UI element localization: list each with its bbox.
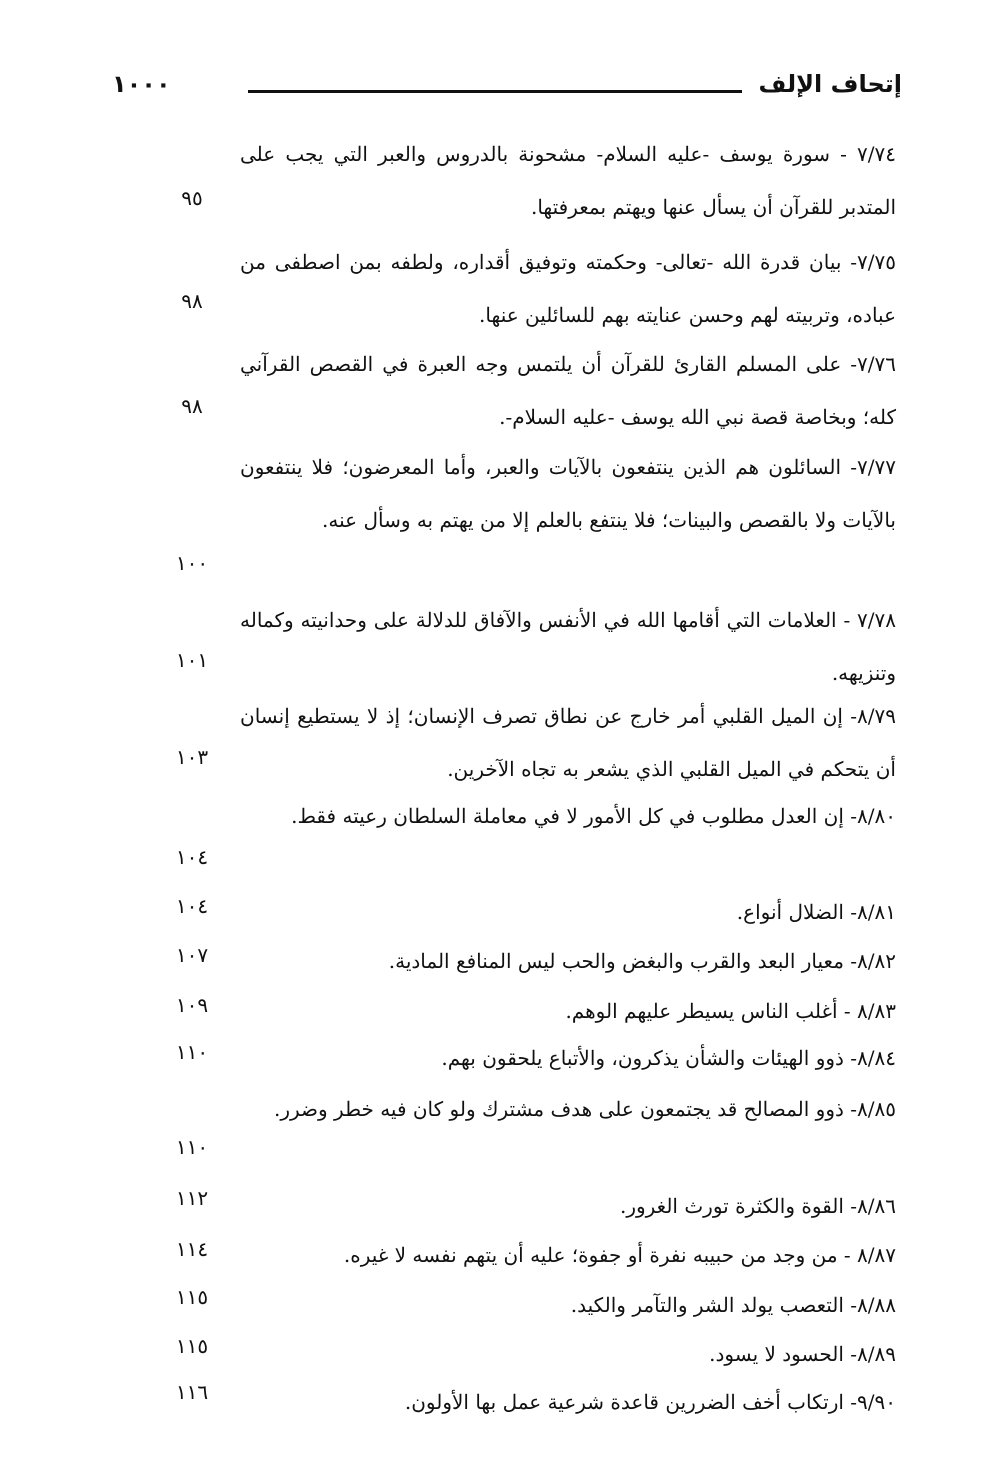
entry-page-number: ١١٠ [175,1040,209,1064]
entry-text: ٨/٨٨- التعصب يولد الشر والتآمر والكيد. [570,1293,896,1317]
entry-text: ٧/٧٥- بيان قدرة الله -تعالى- وحكمته وتوفيق أقداره، ولطفه بمن اصطفى من عباده، وتربيته لهم وحسن عنايته بهم للسائلين عنها. [240,250,896,327]
entry-page-number: ١٠٣ [175,745,209,769]
entry-text: ٧/٧٨ - العلامات التي أقامها الله في الأنفس والآفاق للدلالة على وحدانيته وكماله وتنزيهه. [240,608,896,685]
entry-text: ٧/٧٦- على المسلم القارئ للقرآن أن يلتمس وجه العبرة في القصص القرآني كله؛ وبخاصة قصة نبي الله يوسف -عليه السلام-. [240,352,896,429]
entry-page-number: ١٠١ [175,648,209,672]
entry-page-number: ١٠٤ [175,845,209,869]
entry-text: ٨/٨٤- ذوو الهيئات والشأن يذكرون، والأتباع يلحقون بهم. [441,1046,896,1070]
entry-text: ٨/٨٣ - أغلب الناس يسيطر عليهم الوهم. [565,999,896,1023]
book-title: إتحاف الإلف [758,70,902,98]
entry-page-number: ١١٦ [175,1380,209,1404]
entry-text: ٨/٧٩- إن الميل القلبي أمر خارج عن نطاق تصرف الإنسان؛ إذ لا يستطيع إنسان أن يتحكم في الميل القلبي الذي يشعر به تجاه الآخرين. [240,704,896,781]
entry-page-number: ١١٥ [175,1285,209,1309]
entry-text: ٨/٨٠- إن العدل مطلوب في كل الأمور لا في معاملة السلطان رعيته فقط. [291,804,896,828]
page-number: ١٠٠٠ [112,70,171,98]
entry-page-number: ١١٢ [175,1186,209,1210]
entry-page-number: ١٠٠ [175,551,209,575]
entry-text: ٨/٨١- الضلال أنواع. [736,900,896,924]
entry-page-number: ٩٨ [181,289,203,313]
entry-page-number: ١١٤ [175,1237,209,1261]
entry-text: ٨/٨٢- معيار البعد والقرب والبغض والحب ليس المنافع المادية. [388,949,896,973]
entry-page-number: ٩٨ [181,394,203,418]
entry-text: ٨/٨٩- الحسود لا يسود. [709,1342,896,1366]
entry-page-number: ٩٥ [181,186,203,210]
entry-text: ٨/٨٧ - من وجد من حبيبه نفرة أو جفوة؛ عليه أن يتهم نفسه لا غيره. [343,1243,896,1267]
entry-text: ٨/٨٥- ذوو المصالح قد يجتمعون على هدف مشترك ولو كان فيه خطر وضرر. [273,1097,896,1121]
entry-text: ٧/٧٧- السائلون هم الذين ينتفعون بالآيات والعبر، وأما المعرضون؛ فلا ينتفعون بالآيات ولا بالقصص والبينات؛ فلا ينتفع بالعلم إلا من يهتم به وسأل عنه. [240,455,896,532]
entry-page-number: ١١٥ [175,1334,209,1358]
entry-text: ٩/٩٠- ارتكاب أخف الضررين قاعدة شرعية عمل بها الأولون. [404,1390,896,1414]
entry-page-number: ١٠٧ [175,943,209,967]
entry-page-number: ١١٠ [175,1135,209,1159]
entry-text: ٨/٨٦- القوة والكثرة تورث الغرور. [619,1194,896,1218]
entry-page-number: ١٠٤ [175,894,209,918]
entry-page-number: ١٠٩ [175,993,209,1017]
entry-text: ٧/٧٤ - سورة يوسف -عليه السلام- مشحونة بالدروس والعبر التي يجب على المتدبر للقرآن أن يسأل عنها ويهتم بمعرفتها. [240,142,896,219]
